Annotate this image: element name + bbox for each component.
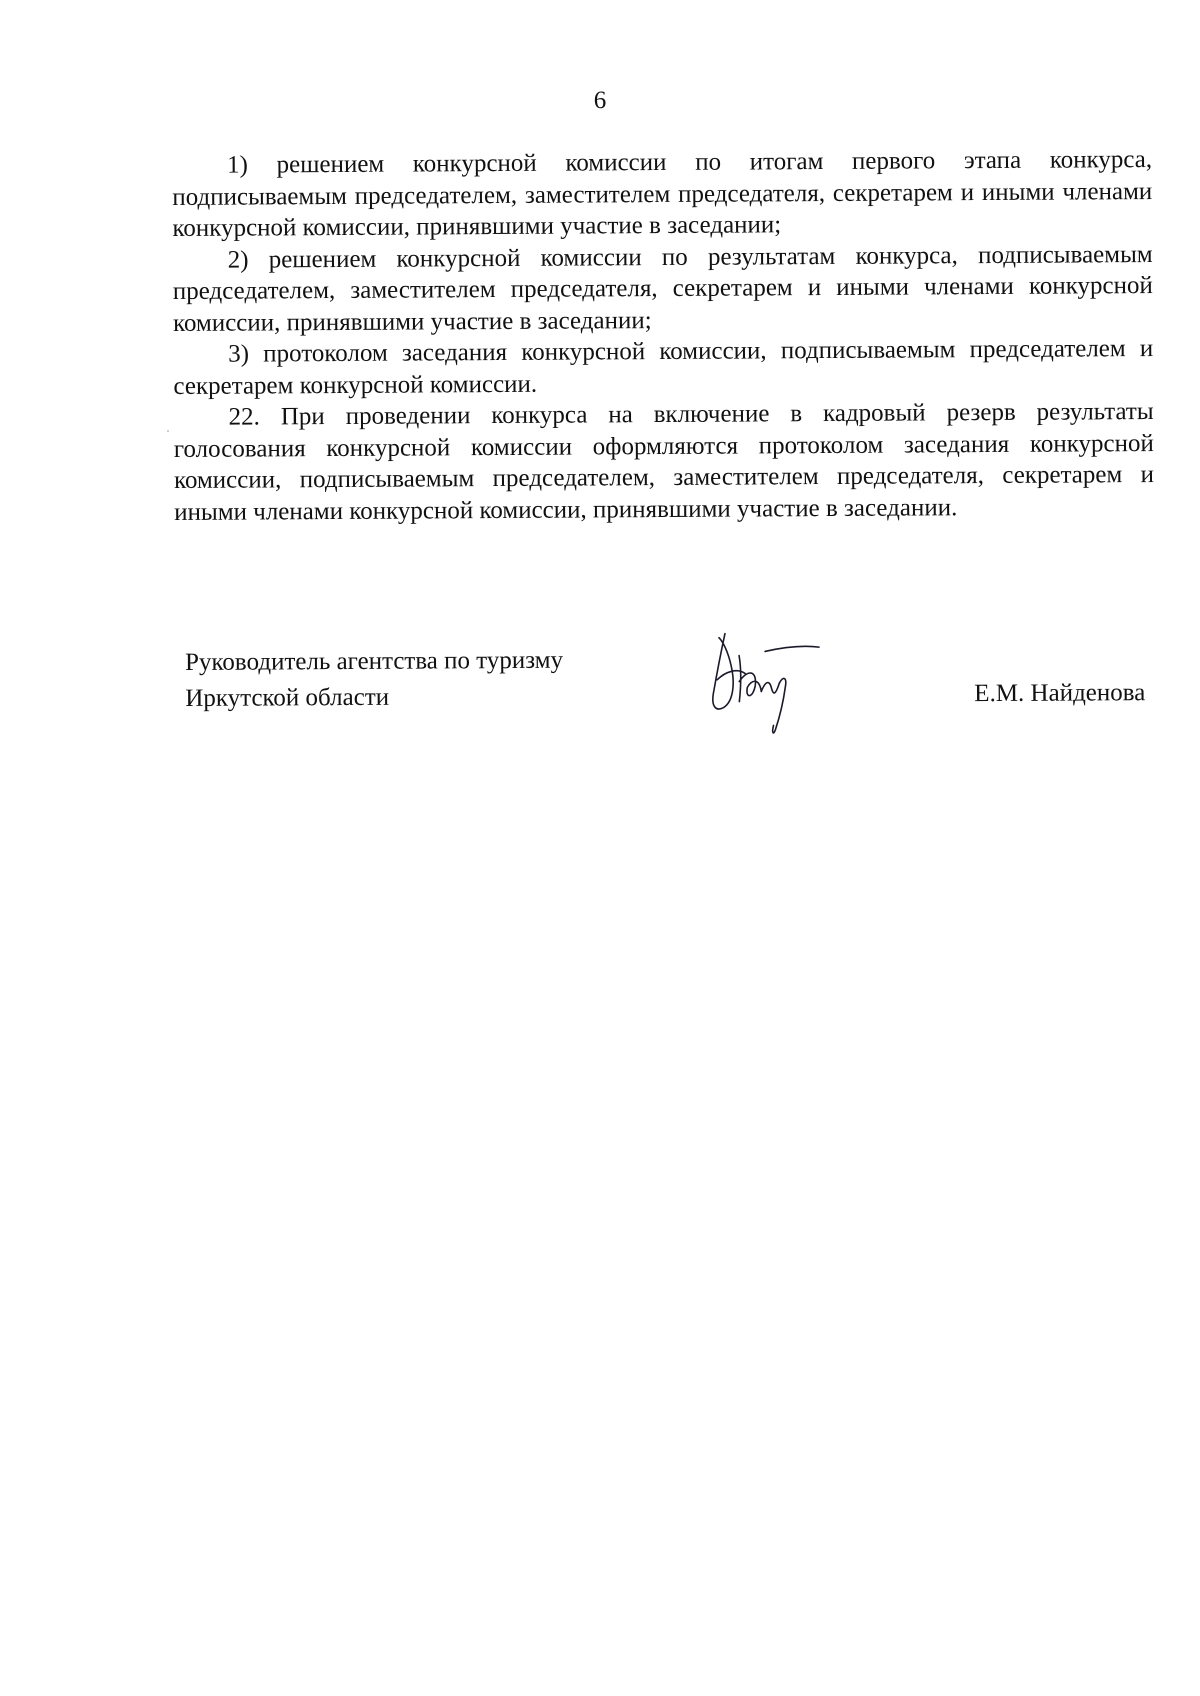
- paragraph-item-1: 1) решением конкурсной комиссии по итогам первого этапа конкурса, подписываемым председателем, заместителем председателя, секретарем и иными членами конкурсной комиссии, принявшими участие в заседании;: [172, 146, 1153, 242]
- paragraph-item-3: 3) протоколом заседания конкурсной комиссии, подписываемым председателем и секретарем конкурсной комиссии.: [173, 335, 1154, 400]
- signer-position: [185, 642, 655, 717]
- signer-position-line-2: Иркутской области: [185, 683, 390, 712]
- signer-position-line-1: Руководитель агентства по туризму: [185, 646, 564, 676]
- handwritten-signature-icon: [695, 621, 836, 742]
- paragraph-22: 22. При проведении конкурса на включение в кадровый резерв результаты голосования конкурсной комиссии оформляются протоколом заседания конкурсной комиссии, подписываемым председателем, заместителем председателя, секретарем и иными членами конкурсной комиссии, принявшими участие в заседании.: [173, 398, 1155, 526]
- signature-block: [185, 639, 1146, 765]
- page-number: 6: [593, 87, 607, 114]
- paragraph-item-2: 2) решением конкурсной комиссии по результатам конкурса, подписываемым председателем, заместителем председателя, секретарем и иными членами конкурсной комиссии, принявшими участие в заседании;: [172, 240, 1153, 337]
- document-body: [172, 144, 1154, 528]
- signer-name: Е.М. Найденова: [974, 679, 1146, 708]
- scan-artifact: [167, 430, 169, 432]
